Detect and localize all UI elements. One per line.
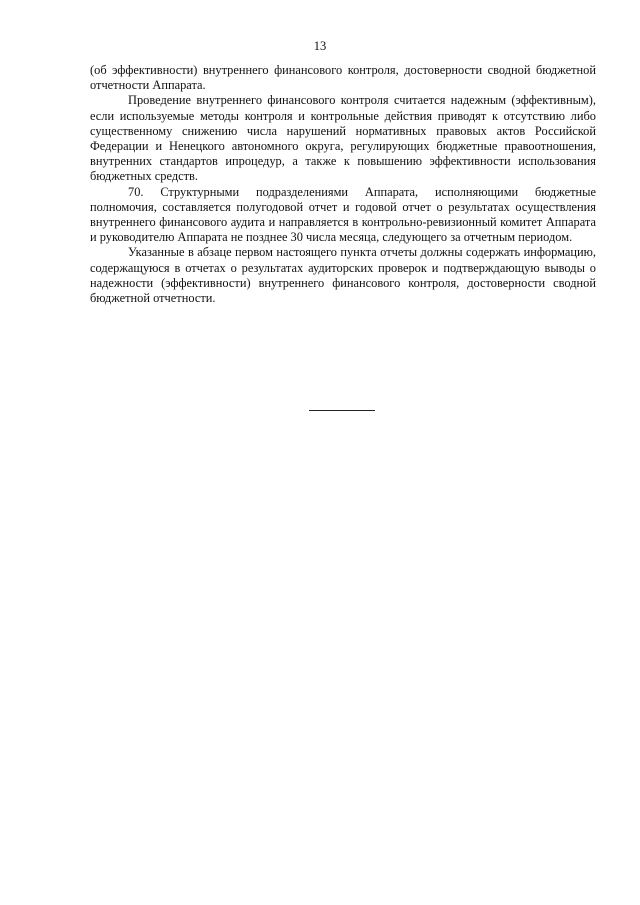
paragraph-item-70: 70. Структурными подразделениями Аппарата, исполняющими бюджетные полномочия, составляется полугодовой отчет и годовой отчет о результатах осуществления внутреннего финансового аудита и направляется в контрольно-ревизионный комитет Аппарата и руководителю Аппарата не позднее 30 числа месяца, следующего за отчетным периодом. xyxy=(90,184,596,245)
document-body xyxy=(90,63,596,306)
paragraph-continuation: (об эффективности) внутреннего финансового контроля, достоверности сводной бюджетной отчетности Аппарата. xyxy=(90,63,596,93)
paragraph-control-reliability: Проведение внутреннего финансового контроля считается надежным (эффективным), если используемые методы контроля и контрольные действия приводят к отсутствию либо существенному снижению числа нарушений нормативных правовых актов Российской Федерации и Ненецкого автономного округа, регулирующих бюджетные правоотношения, внутренних стандартов ипроцедур, а также к повышению эффективности использования бюджетных средств. xyxy=(90,93,596,184)
paragraph-report-content: Указанные в абзаце первом настоящего пункта отчеты должны содержать информацию, содержащуюся в отчетах о результатах аудиторских проверок и подтверждающую выводы о надежности (эффективности) внутреннего финансового контроля, достоверности сводной бюджетной отчетности. xyxy=(90,245,596,306)
end-of-document-rule xyxy=(309,410,375,411)
page-number: 13 xyxy=(313,39,327,53)
